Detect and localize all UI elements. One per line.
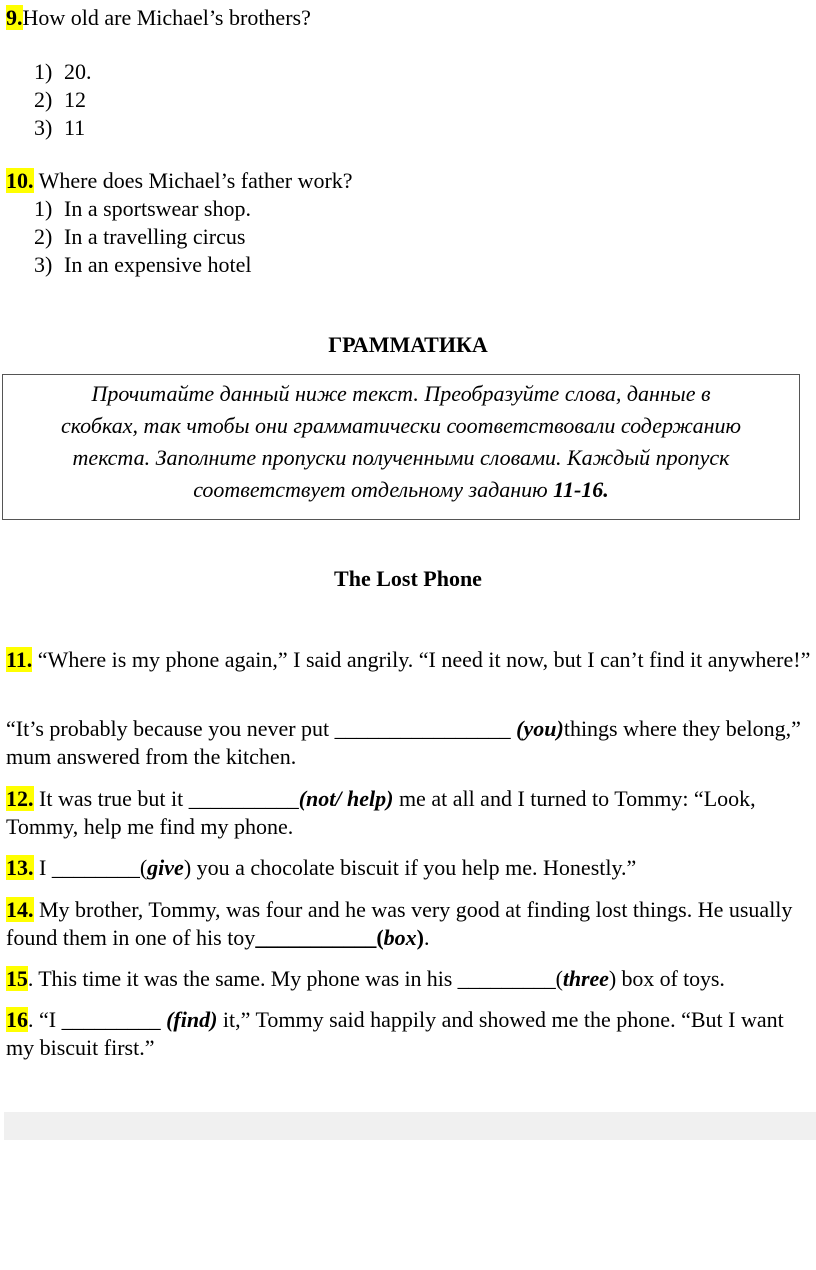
item-15: 15. This time it was the same. My phone was in his _________(three) box of toys. [6,966,725,991]
item-13: 13. I ________(give) you a chocolate biscuit if you help me. Honestly.” [6,855,637,880]
item-11 [6,646,812,674]
item-16: 16. “I _________ (find) it,” Tommy said happily and showed me the phone. “But I want my biscuit first.” [6,1007,784,1060]
word-hint: (find) [166,1007,218,1032]
item-number: 11. [6,647,33,672]
item-number: 14. [6,897,34,922]
task-range: 11-16. [553,477,609,502]
option: 3) 11 [34,115,86,140]
word-hint: three [562,966,609,991]
option: 3) In an expensive hotel [34,252,252,277]
option: 1) In a sportswear shop. [34,196,251,221]
item-number: 15 [6,966,28,991]
instructions-line: соответствует отдельному заданию 11-16. [193,477,609,502]
word-hint: give [147,855,184,880]
option: 1) 20. [34,59,92,84]
item-number: 16 [6,1007,28,1032]
instructions-line: Прочитайте данный ниже текст. Преобразуйте слова, данные в [91,381,711,406]
question-10 [6,167,353,195]
instructions-box [2,374,800,520]
word-hint: (not/ help) [298,786,394,811]
option: 2) In a travelling circus [34,224,246,249]
page-footer-bar [4,1112,816,1140]
story-title: The Lost Phone [334,566,482,591]
item-number: 12. [6,786,34,811]
word-hint: (you) [516,716,564,741]
instructions-line: скобках, так чтобы они грамматически соответствовали содержанию [60,413,742,438]
question-text: Where does Michael’s father work? [33,168,353,193]
question-9 [6,4,311,32]
paragraph-you: “It’s probably because you never put ________________ (you)things where they belong,” mum answered from the kitchen. [6,716,801,769]
item-12: 12. It was true but it __________(not/ help) me at all and I turned to Tommy: “Look, Tommy, help me find my phone. [6,786,756,839]
item-number: 13. [6,855,34,880]
word-hint: box [383,925,417,950]
option: 2) 12 [34,87,86,112]
question-number: 9. [6,5,23,30]
question-number: 10. [6,168,34,193]
question-9-options [34,58,92,142]
item-text: “Where is my phone again,” I said angrily. “I need it now, but I can’t find it anywhere!” [32,647,811,672]
instructions-line: текста. Заполните пропуски полученными словами. Каждый пропуск [72,445,730,470]
section-title: ГРАММАТИКА [328,332,488,357]
item-14: 14. My brother, Tommy, was four and he was very good at finding lost things. He usually found them in one of his toy___________(box). [6,897,793,950]
question-text: How old are Michael’s brothers? [22,5,311,30]
question-10-options [34,195,252,279]
